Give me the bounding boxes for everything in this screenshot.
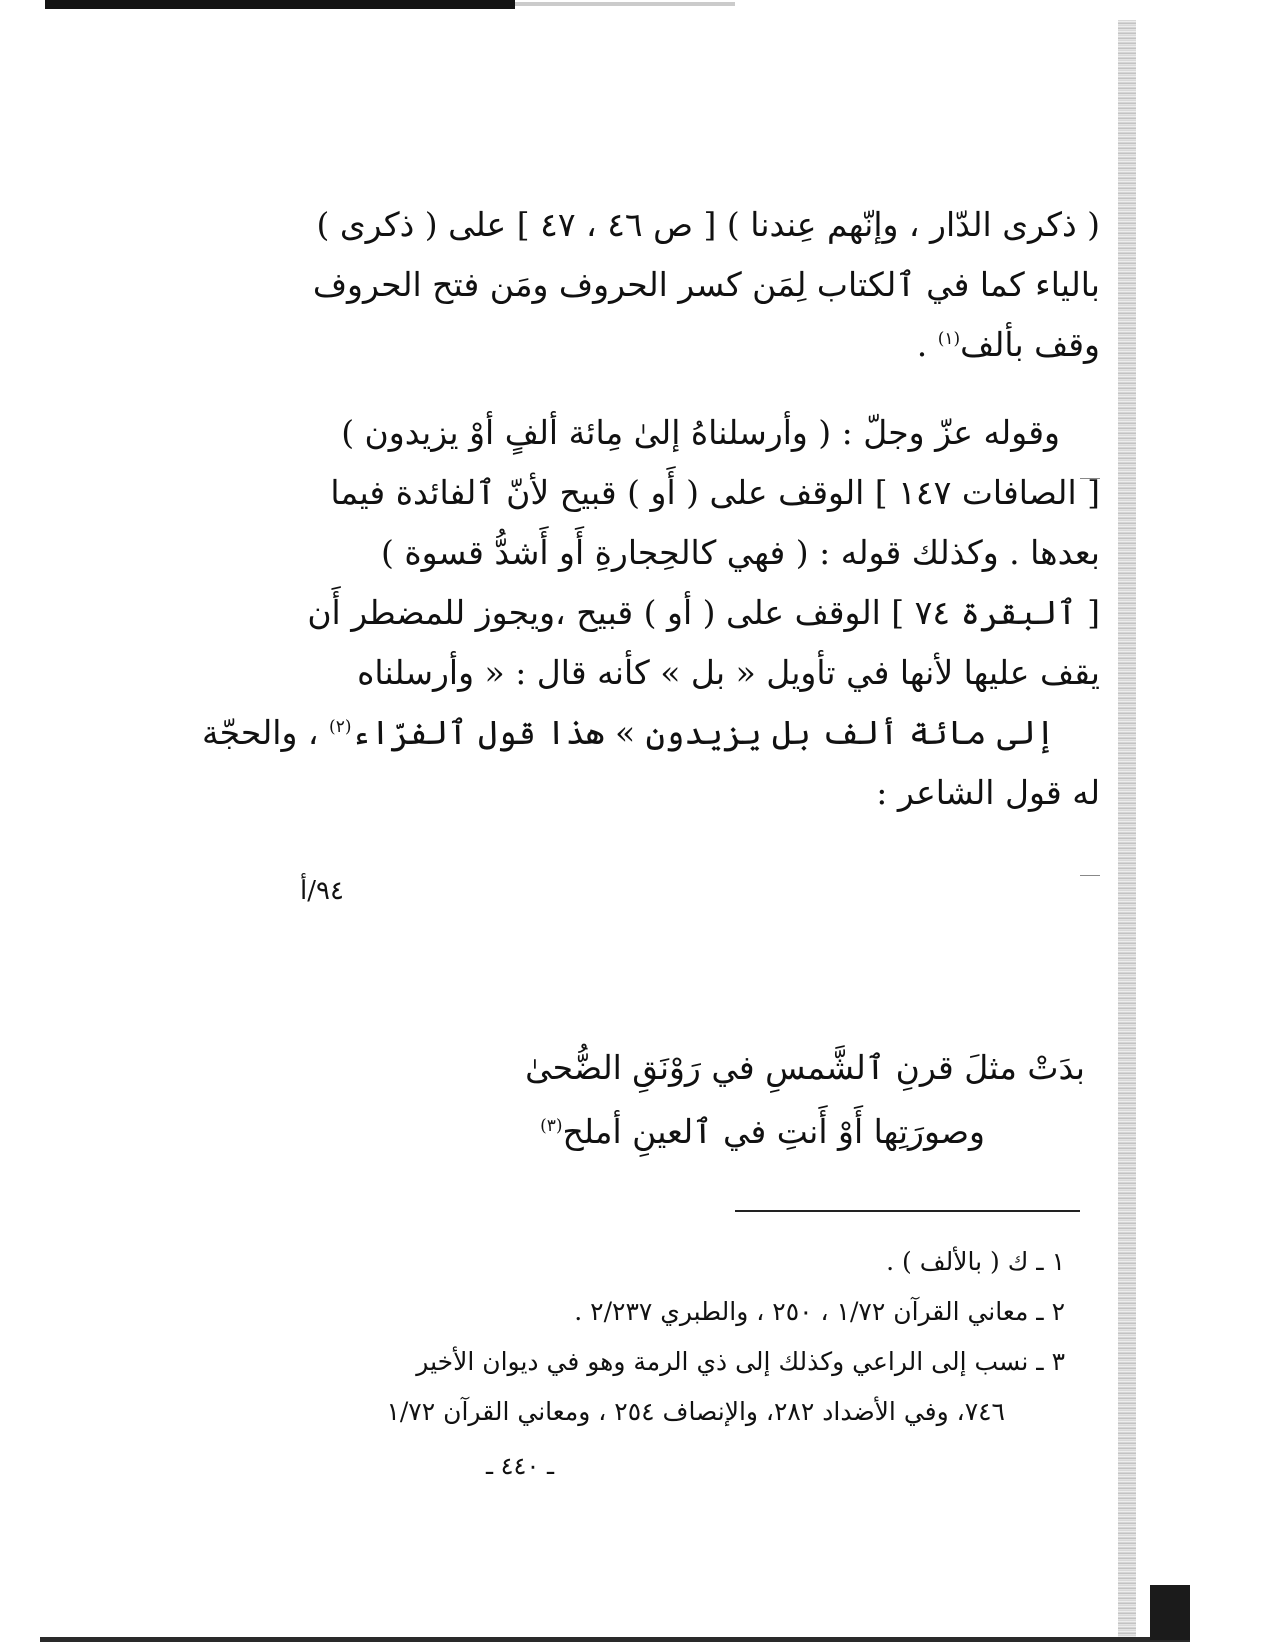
footnote-separator	[735, 1210, 1080, 1212]
page-number: ـ ٤٤٠ ـ	[485, 1452, 554, 1480]
footnotes	[300, 1237, 1065, 1437]
footnote-marker: (١)	[937, 329, 961, 349]
footnote-marker: (٢)	[329, 717, 352, 737]
text-line	[201, 703, 1100, 763]
text-span: إلى مائة ألف بل يزيدون » هذا قول ٱلفرّاء	[351, 713, 1055, 752]
footnote: ٣ ـ نسب إلى الراعي وكذلك إلى ذي الرمة وهو في ديوان الأخير	[416, 1347, 1065, 1376]
scan-corner	[1150, 1585, 1190, 1640]
verse-hemistich-2	[540, 1112, 985, 1151]
text-span: وصورَتِها أَوْ أَنتِ في ٱلعينِ أملح	[562, 1112, 985, 1151]
text-line: وقوله عزّ وجلّ : ( وأرسلناهُ إلىٰ مِائة ألفٍ أوْ يزيدون )	[341, 413, 1060, 452]
margin-folio-mark: ٩٤/أ	[300, 876, 344, 906]
scan-edge-right	[1118, 20, 1136, 1640]
text-line: [ الصافات ١٤٧ ] الوقف على ( أَو ) قبيح لأنّ ٱلفائدة فيما	[330, 473, 1100, 512]
text-line: ( ذكرى الدّار ، وإنّهم عِندنا ) [ ص ٤٦ ، ٤٧ ] على ( ذكرى )	[316, 205, 1100, 244]
footnote: ٢ ـ معاني القرآن ١/٧٢ ، ٢٥٠ ، والطبري ٢/٢٣٧ .	[574, 1297, 1065, 1326]
text-line: له قول الشاعر :	[876, 773, 1100, 812]
footnote: ١ ـ ك ( بالألف ) .	[886, 1247, 1065, 1276]
scan-edge-top-faint	[515, 2, 735, 6]
main-text	[201, 195, 1100, 823]
footnote-marker: (٣)	[540, 1116, 563, 1136]
scan-edge-top	[45, 0, 515, 9]
text-line: بالياء كما في ٱلكتاب لِمَن كسر الحروف ومَن فتح الحروف	[312, 265, 1100, 304]
text-line: يقف عليها لأنها في تأويل « بل » كأنه قال : « وأرسلناه	[357, 653, 1100, 692]
footnote: ٧٤٦، وفي الأضداد ٢٨٢، والإنصاف ٢٥٤ ، ومعاني القرآن ١/٧٢	[386, 1397, 1005, 1426]
verse-hemistich-1: بدَتْ مثلَ قرنِ ٱلشَّمسِ في رَوْنَقِ الضُّحىٰ	[525, 1048, 1085, 1087]
text-span: ، والحجّة	[201, 713, 319, 752]
text-line	[300, 315, 1100, 375]
text-line: [ ٱلبقرة ٧٤ ] الوقف على ( أو ) قبيح ،ويجوز للمضطر أَن	[307, 593, 1100, 632]
text-line: بعدها . وكذلك قوله : ( فهي كالحِجارةِ أَو أَشدُّ قسوة )	[380, 533, 1100, 572]
margin-tick	[1080, 875, 1100, 876]
text-span: وقف بألف	[960, 325, 1100, 364]
text-span: .	[916, 325, 928, 364]
scan-edge-bottom	[40, 1637, 1190, 1642]
